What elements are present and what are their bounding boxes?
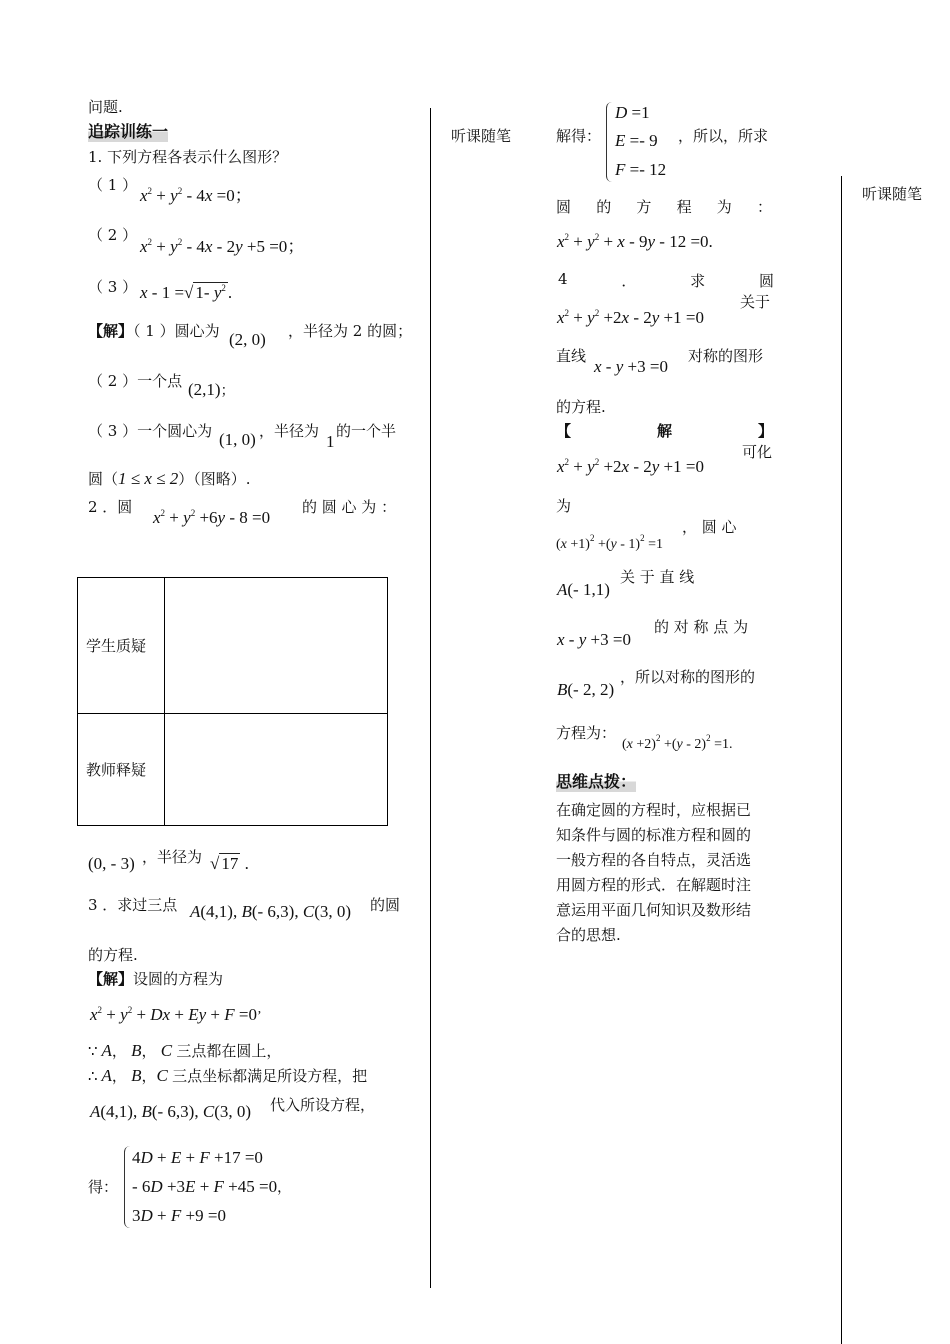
sol4-eq-is: 方程为：	[556, 724, 617, 742]
solved-label: 解得：	[556, 127, 602, 145]
sol4-about-line: 关 于 直 线	[620, 568, 695, 586]
q4-line-eq: x - y +3 =0	[594, 357, 668, 376]
q3-sys-eq1: 4D + E + F +17 =0	[132, 1148, 263, 1167]
sol4-can: 可化	[742, 443, 773, 461]
q3-tail: 的圆	[370, 896, 401, 914]
sol4-line-eq: x - y +3 =0	[557, 630, 631, 649]
sol1-line3-mid: ，半径为	[259, 422, 320, 440]
q3-line2: 的方程.	[88, 946, 138, 964]
q3-because: ∵ A， B， C 三点都在圆上，	[88, 1041, 282, 1060]
intro-tail: 问题.	[88, 98, 123, 116]
sol4-so-sym: ，所以对称的图形的	[620, 668, 756, 686]
so-required: ，所以，所求	[678, 127, 769, 145]
solved-F: F =- 12	[615, 160, 667, 179]
sol1-center3: (1, 0)	[219, 430, 256, 449]
q2-stem: 2 ．圆	[88, 498, 133, 516]
q2-eq: $x^2 + y^2 +6y - 8 =0$	[153, 508, 271, 527]
sol4-center: ， 圆 心	[682, 518, 737, 536]
q1-eq2: $x^2 + y^2 - 4x - 2y +5 =0$；	[140, 237, 305, 256]
q3-sys-eq2: - 6D +3E + F +45 =0，	[132, 1177, 292, 1196]
sol1-point: (2,1)；	[188, 380, 235, 399]
sol1-line4: 圆（1 ≤ x ≤ 2）（图略）.	[88, 469, 251, 488]
circle-eq-label: 圆 的 方 程 为 ：	[556, 198, 772, 216]
q3-sol-intro: 【解】设圆的方程为	[88, 970, 224, 988]
q3-general-eq: $x^2 + y^2 + Dx + Ey + F =0$’	[90, 1005, 262, 1024]
q1-stem: 1. 下列方程各表示什么图形？	[88, 148, 288, 166]
q3-get: 得：	[88, 1178, 119, 1196]
sol4-mid: 解	[657, 422, 673, 440]
note-label-right: 听课随笔	[862, 185, 923, 203]
note-label-mid: 听课随笔	[451, 127, 512, 145]
q4-tail: 的方程.	[556, 398, 606, 416]
q3-answer-eq: $x^2 + y^2 + x - 9y - 12 =0$.	[557, 232, 713, 251]
sol4-point-A: A(- 1,1)	[557, 580, 610, 599]
sol1-line3: （ 3 ）一个圆心为	[88, 422, 213, 440]
qa-student-label: 学生质疑	[78, 578, 165, 714]
sol1-radius: 1	[326, 432, 335, 451]
sol1-line1: 【解】（ 1 ）圆心为	[88, 322, 220, 340]
q3-therefore: ∴ A， B，C 三点坐标都满足所设方程，把	[88, 1066, 368, 1085]
q3-points: A(4,1), B(- 6,3), C(3, 0)	[190, 902, 352, 921]
q3-stem: 3 ．求过三点	[88, 896, 178, 914]
q2-answer-mid: ，半径为	[142, 848, 203, 866]
section-title: 追踪训练一	[88, 119, 168, 142]
sol1-line2: （ 2 ）一个点	[88, 372, 183, 390]
q4-about: 关于	[740, 293, 771, 311]
column-divider-2	[841, 176, 842, 1344]
q4-sym: 对称的图形	[688, 347, 764, 365]
qa-teacher-label: 教师释疑	[78, 714, 165, 826]
think-body: 在确定圆的方程时，应根据已 知条件与圆的标准方程和圆的 一般方程的各自特点，灵活选 用圆方程的形式．在解题时注 意运用平面几何知识及数形结 合的思想.	[556, 801, 752, 944]
column-divider-1	[430, 108, 431, 1288]
solved-D: D =1	[615, 103, 650, 122]
q1-eq3: x - 1 =√ 1- $y^2$ .	[140, 283, 233, 302]
sol4-answer-eq: $(x +2)^2 +(y - 2)^2 =1$.	[622, 733, 733, 752]
qa-student-cell[interactable]	[165, 578, 388, 714]
solved-brace	[606, 102, 613, 182]
sol1-center1: (2, 0)	[229, 330, 266, 349]
q3-substitute: 代入所设方程，	[270, 1096, 376, 1114]
q1-item2-label: （ 2 ）	[88, 226, 138, 244]
q1-item1-label: （ 1 ）	[88, 176, 138, 194]
q2-tail: 的 圆 心 为 ：	[302, 498, 397, 516]
think-title: 思维点拨：	[556, 769, 636, 792]
qa-table	[77, 577, 388, 826]
q3-sys-eq3: 3D + F +9 =0	[132, 1206, 226, 1225]
sol4-eq: $x^2 + y^2 +2x - 2y +1 =0$	[557, 457, 704, 476]
sol4-close: 】	[758, 422, 774, 440]
q4-stem: 4 ． 求 圆	[558, 270, 774, 290]
sol1-line3-tail: 的一个半	[336, 422, 397, 440]
qa-teacher-cell[interactable]	[165, 714, 388, 826]
q1-item3-label: （ 3 ）	[88, 278, 138, 296]
sol4-std-eq: $(x +1)^2 +(y - 1)^2 =1$	[556, 533, 663, 552]
q4-eq: $x^2 + y^2 +2x - 2y +1 =0$	[557, 308, 704, 327]
q3-system-brace	[124, 1146, 131, 1228]
sol4-open: 【	[556, 422, 572, 440]
q4-line-label: 直线	[556, 347, 587, 365]
q1-eq1: $x^2 + y^2 - 4x =0$；	[140, 186, 252, 205]
q2-answer: (0, - 3)	[88, 854, 135, 873]
sol1-line1-tail: ，半径为 2 的圆；	[288, 322, 413, 340]
sol4-point-B: B(- 2, 2)	[557, 680, 615, 699]
sol4-as: 为	[556, 497, 572, 515]
solved-E: E =- 9	[615, 131, 658, 150]
q3-points-sub: A(4,1), B(- 6,3), C(3, 0)	[90, 1102, 252, 1121]
sol4-sym-pt: 的 对 称 点 为	[654, 618, 749, 636]
q2-radius: √ 17 .	[210, 854, 249, 873]
